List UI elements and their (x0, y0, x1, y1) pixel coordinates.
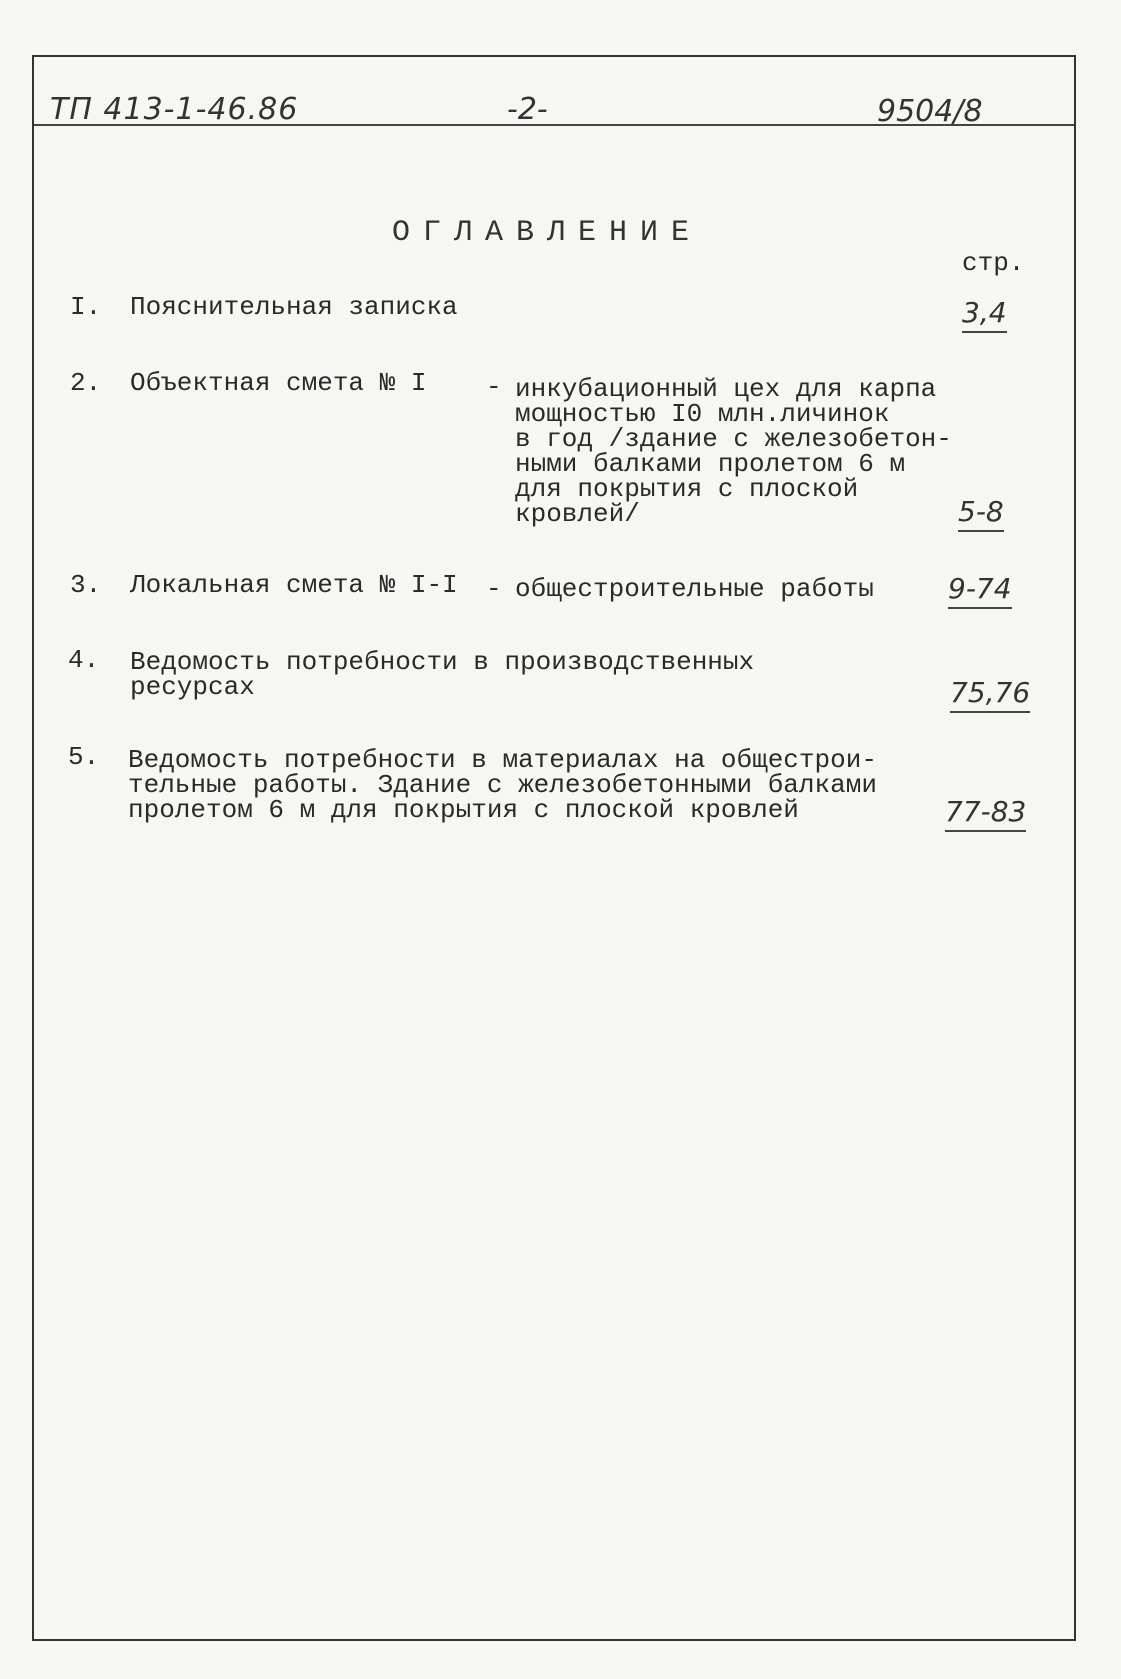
toc-item-pages: 77-83 (945, 795, 1026, 832)
toc-item-title: Объектная смета № I (130, 368, 427, 398)
page-column-label: стр. (962, 248, 1025, 278)
toc-item-title: Ведомость потребности в производственных ресурсах (130, 647, 755, 702)
toc-item-dash: - (486, 574, 502, 604)
toc-item-description: общестроительные работы (515, 574, 874, 604)
toc-item-number: I. (70, 292, 102, 322)
page-number: -2- (507, 92, 548, 127)
document-number: 9504/8 (877, 94, 983, 129)
toc-item-dash: - (486, 372, 502, 402)
toc-item-pages: 9-74 (948, 572, 1012, 609)
page-title: ОГЛАВЛЕНИЕ (392, 216, 703, 250)
toc-item-title: Ведомость потребности в материалах на общестрои- тельные работы. Здание с железобетонными балками пролетом 6 м для покрытия с плоской кровлей (128, 745, 877, 825)
toc-item-description: инкубационный цех для карпа мощностью I0 млн.личинок в год /здание с железобетон- ными балками пролетом 6 м для покрытия с плоской кровлей/ (515, 374, 952, 529)
document-code: ТП 413-1-46.86 (50, 92, 299, 127)
toc-item-title: Локальная смета № I-I (130, 570, 458, 600)
toc-item-pages: 3,4 (962, 296, 1007, 333)
toc-item-number: 3. (70, 570, 102, 600)
toc-item-pages: 75,76 (950, 676, 1030, 713)
toc-item-number: 5. (68, 742, 100, 772)
toc-item-number: 4. (68, 645, 100, 675)
toc-item-pages: 5-8 (958, 495, 1004, 532)
toc-item-title: Пояснительная записка (130, 292, 458, 322)
toc-item-number: 2. (70, 368, 102, 398)
